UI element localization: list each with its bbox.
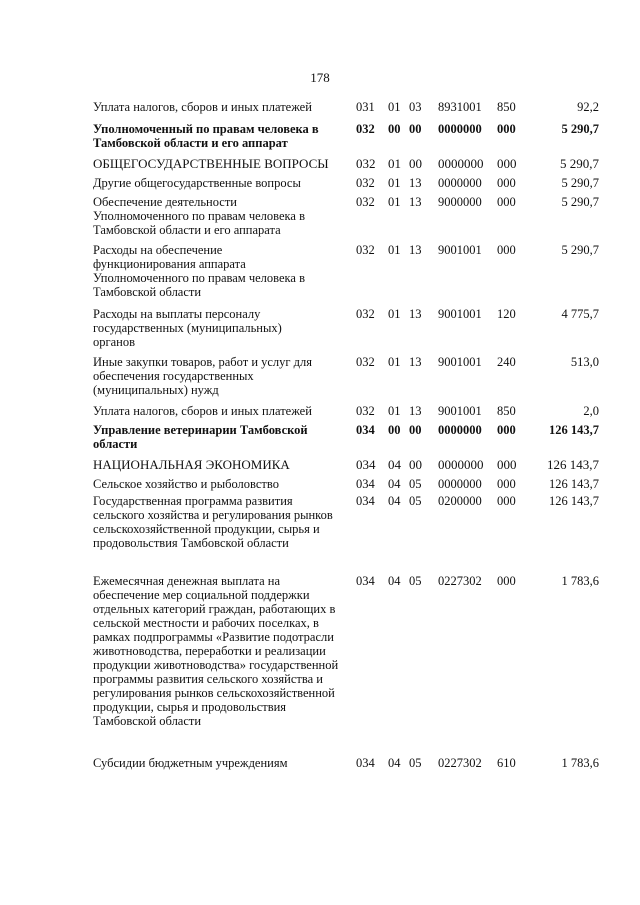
row-rz: 01	[388, 195, 401, 209]
row-rz: 01	[388, 243, 401, 257]
row-csr: 0000000	[438, 457, 484, 472]
row-pr: 13	[409, 243, 422, 257]
table-row	[93, 195, 603, 237]
row-csr: 9001001	[438, 307, 482, 321]
row-name: НАЦИОНАЛЬНАЯ ЭКОНОМИКА	[93, 457, 290, 472]
row-rz: 00	[388, 423, 401, 437]
row-sum: 2,0	[583, 404, 599, 418]
row-sum: 5 290,7	[561, 122, 599, 136]
row-sum: 5 290,7	[560, 156, 599, 171]
row-vr: 240	[497, 355, 516, 369]
row-ved: 034	[356, 477, 375, 491]
row-csr: 0200000	[438, 494, 482, 508]
row-csr: 0227302	[438, 756, 482, 770]
table-row	[93, 243, 603, 299]
row-sum: 126 143,7	[549, 477, 599, 491]
row-ved: 032	[356, 122, 375, 136]
row-sum: 5 290,7	[561, 243, 599, 257]
row-ved: 032	[356, 156, 376, 171]
row-name: Расходы на обеспечение функционирования аппарата Уполномоченного по правам человека в Тамбовской области	[93, 243, 305, 299]
row-ved: 032	[356, 176, 375, 190]
row-ved: 032	[356, 355, 375, 369]
row-rz: 01	[388, 156, 401, 171]
row-sum: 1 783,6	[561, 756, 599, 770]
row-name: ОБЩЕГОСУДАРСТВЕННЫЕ ВОПРОСЫ	[93, 156, 329, 171]
row-pr: 13	[409, 176, 422, 190]
row-vr: 000	[497, 156, 517, 171]
row-name: Государственная программа развития сельского хозяйства и регулирования рынков сельскохозяйственной продукции, сырья и продовольствия Тамбовской области	[93, 494, 333, 550]
row-rz: 04	[388, 756, 401, 770]
table-row	[93, 458, 603, 472]
row-pr: 00	[409, 457, 422, 472]
row-rz: 01	[388, 404, 401, 418]
row-ved: 034	[356, 574, 375, 588]
table-row	[93, 100, 603, 114]
row-rz: 01	[388, 355, 401, 369]
row-csr: 9001001	[438, 355, 482, 369]
row-ved: 032	[356, 243, 375, 257]
row-rz: 01	[388, 100, 401, 114]
row-pr: 00	[409, 423, 422, 437]
row-pr: 05	[409, 494, 422, 508]
row-csr: 9001001	[438, 404, 482, 418]
row-ved: 032	[356, 307, 375, 321]
row-csr: 0000000	[438, 176, 482, 190]
row-name: Субсидии бюджетным учреждениям	[93, 756, 288, 770]
row-csr: 0000000	[438, 122, 482, 136]
row-name: Уполномоченный по правам человека в Тамбовской области и его аппарат	[93, 122, 319, 150]
row-ved: 034	[356, 756, 375, 770]
page-number: 178	[310, 70, 330, 85]
row-vr: 000	[497, 176, 516, 190]
row-csr: 0000000	[438, 156, 484, 171]
row-sum: 126 143,7	[549, 494, 599, 508]
row-vr: 000	[497, 477, 516, 491]
table-row	[93, 574, 603, 728]
row-pr: 00	[409, 122, 422, 136]
row-csr: 0227302	[438, 574, 482, 588]
row-name: Ежемесячная денежная выплата на обеспечение мер социальной поддержки отдельных категорий граждан, работающих в сельской местности и рабочих поселках, в рамках подпрограммы «Развитие подотрасли животноводства, переработки и реализации продукции животноводства» государственной программы развития сельского хозяйства и регулирования рынков сельскохозяйственной продукции, сырья и продовольствия Тамбовской области	[93, 574, 339, 728]
row-pr: 13	[409, 404, 422, 418]
row-ved: 031	[356, 100, 375, 114]
row-pr: 13	[409, 195, 422, 209]
row-ved: 034	[356, 494, 375, 508]
row-vr: 000	[497, 423, 516, 437]
row-vr: 000	[497, 195, 516, 209]
row-pr: 00	[409, 156, 422, 171]
row-pr: 05	[409, 574, 422, 588]
row-rz: 04	[388, 457, 401, 472]
row-name: Расходы на выплаты персоналу государственных (муниципальных) органов	[93, 307, 282, 349]
row-ved: 032	[356, 195, 375, 209]
row-ved: 034	[356, 457, 376, 472]
row-name: Иные закупки товаров, работ и услуг для обеспечения государственных (муниципальных) нужд	[93, 355, 313, 397]
row-vr: 120	[497, 307, 516, 321]
row-pr: 03	[409, 100, 422, 114]
table-row	[93, 122, 603, 150]
row-rz: 04	[388, 494, 401, 508]
row-vr: 850	[497, 100, 516, 114]
row-vr: 000	[497, 122, 516, 136]
row-csr: 9000000	[438, 195, 482, 209]
row-sum: 126 143,7	[549, 423, 599, 437]
row-rz: 04	[388, 574, 401, 588]
row-name: Другие общегосударственные вопросы	[93, 176, 301, 190]
table-row	[93, 477, 603, 491]
table-row	[93, 355, 603, 397]
row-ved: 034	[356, 423, 375, 437]
table-row	[93, 756, 603, 770]
row-sum: 513,0	[570, 355, 599, 369]
row-csr: 9001001	[438, 243, 482, 257]
table-row	[93, 157, 603, 171]
table-row	[93, 494, 603, 550]
row-csr: 8931001	[438, 100, 482, 114]
row-rz: 01	[388, 307, 401, 321]
row-vr: 000	[497, 494, 516, 508]
row-name: Уплата налогов, сборов и иных платежей	[93, 100, 312, 114]
table-row	[93, 176, 603, 190]
row-vr: 850	[497, 404, 516, 418]
row-sum: 1 783,6	[561, 574, 599, 588]
row-sum: 4 775,7	[561, 307, 599, 321]
row-name: Сельское хозяйство и рыболовство	[93, 477, 279, 491]
row-vr: 000	[497, 457, 517, 472]
row-rz: 04	[388, 477, 401, 491]
row-pr: 13	[409, 355, 422, 369]
row-rz: 01	[388, 176, 401, 190]
row-vr: 000	[497, 243, 516, 257]
table-row	[93, 404, 603, 418]
row-name: Управление ветеринарии Тамбовской области	[93, 423, 308, 451]
row-pr: 05	[409, 756, 422, 770]
row-sum: 5 290,7	[561, 195, 599, 209]
row-sum: 5 290,7	[561, 176, 599, 190]
row-name: Обеспечение деятельности Уполномоченного по правам человека в Тамбовской области и его аппарата	[93, 195, 305, 237]
row-csr: 0000000	[438, 423, 482, 437]
table-row	[93, 307, 603, 349]
row-csr: 0000000	[438, 477, 482, 491]
row-name: Уплата налогов, сборов и иных платежей	[93, 404, 312, 418]
row-pr: 13	[409, 307, 422, 321]
row-rz: 00	[388, 122, 401, 136]
row-vr: 000	[497, 574, 516, 588]
row-sum: 92,2	[577, 100, 599, 114]
row-ved: 032	[356, 404, 375, 418]
row-pr: 05	[409, 477, 422, 491]
table-row	[93, 423, 603, 451]
row-sum: 126 143,7	[547, 457, 599, 472]
row-vr: 610	[497, 756, 516, 770]
